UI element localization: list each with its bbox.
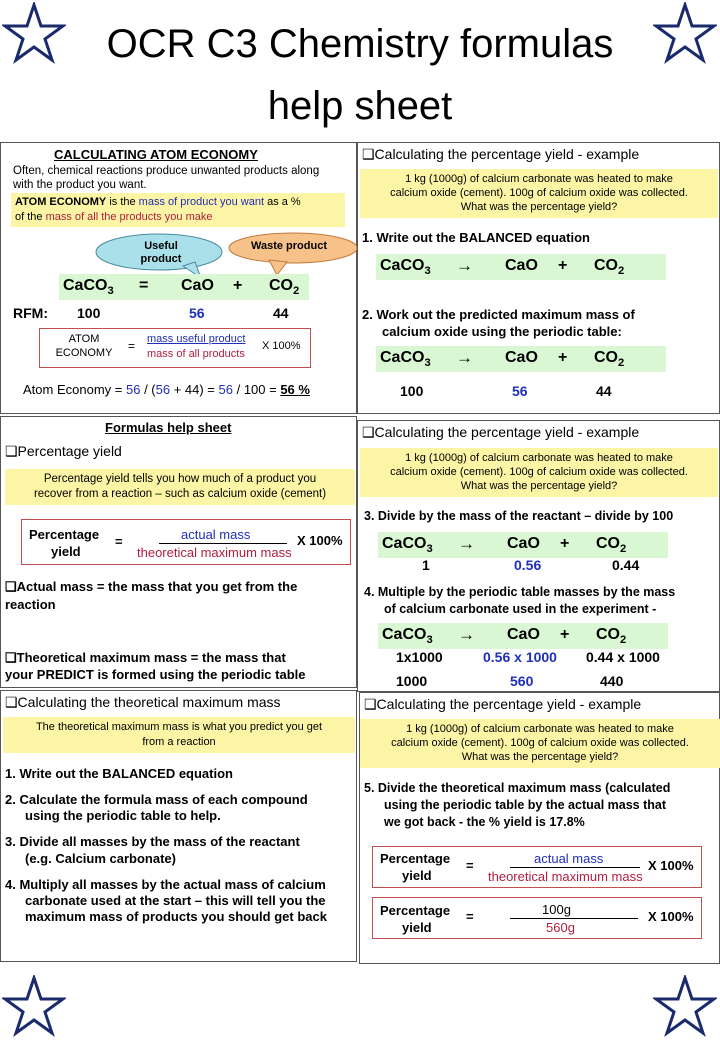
formula-denominator: theoretical maximum mass (488, 869, 643, 884)
waste-product-bubble (225, 232, 360, 276)
step-text: 4. Multiple by the periodic table masses by the mass (364, 585, 676, 599)
step-text: 1. Write out the BALANCED equation (5, 766, 233, 781)
calc-part: / 100 = (232, 382, 281, 397)
question-text: calcium oxide (cement). 100g of calcium oxide was collected. (391, 737, 689, 749)
question-text: 1 kg (1000g) of calcium carbonate was heated to make (406, 723, 674, 735)
fraction-line (159, 543, 287, 544)
formula-equals: = (466, 858, 474, 873)
step-text: 5. Divide the theoretical maximum mass (calculated (364, 781, 671, 795)
mass-value: 0.44 x 1000 (586, 649, 660, 665)
mass-value: 1x1000 (396, 649, 443, 665)
panel-heading: ❑Calculating the percentage yield - example (364, 696, 642, 712)
question-text: What was the percentage yield? (460, 201, 618, 213)
question-text: 1 kg (1000g) of calcium carbonate was heated to make (405, 173, 673, 185)
calc-part: / ( (140, 382, 156, 397)
yield-example-panel-3 (359, 692, 720, 964)
question-text: What was the percentage yield? (461, 751, 619, 763)
equation-arrow: → (458, 625, 475, 644)
equation-part: CaCO (382, 626, 427, 643)
calc-part: = (111, 382, 126, 397)
formula-equals: = (115, 534, 123, 549)
definition-text: your PREDICT is formed using the periodic table (5, 667, 306, 682)
formula-label: yield (402, 920, 432, 935)
equation-text (596, 626, 626, 646)
equation-part: CO (596, 626, 620, 643)
subscript: 2 (620, 543, 627, 555)
page-title: OCR C3 Chemistry formulas (106, 22, 614, 66)
question-text: 1 kg (1000g) of calcium carbonate was heated to make (405, 452, 673, 464)
subscript: 3 (424, 265, 431, 277)
step-text: calcium oxide using the periodic table: (382, 324, 622, 339)
rfm-value: 44 (273, 305, 289, 321)
step-text: 1. Write out the BALANCED equation (362, 230, 590, 245)
subscript: 3 (426, 543, 433, 555)
equation-text (63, 277, 114, 297)
formula-multiplier: X 100% (297, 533, 343, 548)
formulas-panel (0, 416, 357, 688)
step-text: 2. Calculate the formula mass of each compound (5, 792, 308, 807)
equation-part: CaCO (380, 257, 425, 274)
equation-text: + (560, 535, 570, 552)
equation-text (380, 257, 431, 277)
definition-text: from a reaction (142, 736, 216, 748)
equation-arrow: → (456, 348, 473, 367)
equation-part: CaCO (382, 535, 427, 552)
formula-label: Percentage (29, 527, 100, 542)
equation-arrow: → (458, 534, 475, 553)
equation-text: CaO (507, 626, 540, 643)
equation-text: CaO (505, 349, 538, 366)
formula-denominator: theoretical maximum mass (137, 545, 292, 560)
equation-part: CO (269, 277, 293, 294)
panel-heading: ❑Calculating the percentage yield - example (362, 424, 640, 440)
formula-label: yield (51, 544, 81, 559)
intro-text: with the product you want. (13, 179, 147, 191)
definition-text-part: is the (106, 196, 139, 208)
rfm-value: 56 (189, 305, 205, 321)
calc-part: Atom Economy (23, 382, 112, 397)
formula-label: yield (402, 868, 432, 883)
mass-value: 560 (510, 673, 534, 689)
fraction-line (510, 867, 640, 868)
formula-numerator: 100g (542, 902, 571, 917)
equation-text: + (560, 626, 570, 643)
formula-label: Percentage (380, 851, 451, 866)
formula-multiplier: X 100% (648, 858, 694, 873)
intro-text: Often, chemical reactions produce unwanted products along (13, 165, 320, 177)
yield-example-panel-1 (357, 142, 720, 414)
definition-text-part: of the (15, 211, 46, 223)
equation-part: CaCO (63, 277, 108, 294)
equation-text: CaO (181, 277, 214, 294)
equation-text: CaO (507, 535, 540, 552)
mass-value: 100 (400, 383, 424, 399)
atom-economy-panel (0, 142, 357, 414)
section-heading: ❑Percentage yield (5, 443, 122, 459)
definition-text (15, 211, 213, 223)
definition-text: ❑Theoretical maximum mass = the mass that (5, 650, 286, 665)
subscript: 2 (618, 357, 625, 369)
definition-text: Percentage yield tells you how much of a product you (43, 473, 317, 485)
mass-value: 440 (600, 673, 624, 689)
step-text: 3. Divide by the mass of the reactant – divide by 100 (364, 509, 674, 523)
step-text: carbonate used at the start – this will tell you the (25, 893, 326, 908)
definition-text-part: mass of product you want (138, 196, 265, 208)
formula-label: ECONOMY (55, 347, 113, 359)
fraction-line (510, 918, 638, 919)
formula-equals: = (466, 909, 474, 924)
step-text: of calcium carbonate used in the experiment - (384, 602, 657, 616)
subscript: 3 (426, 634, 433, 646)
equation-text (269, 277, 299, 297)
equation-text: + (558, 257, 568, 274)
formula-denominator: mass of all products (147, 348, 245, 360)
formula-multiplier: X 100% (262, 340, 301, 352)
definition-text-part: as a % (264, 196, 301, 208)
equation-text: + (233, 277, 243, 294)
subscript: 2 (618, 265, 625, 277)
equation-text: = (139, 277, 149, 294)
definition-text-part: mass of all the products you make (45, 211, 213, 223)
formula-label: Percentage (380, 903, 451, 918)
panel-heading: ❑Calculating the percentage yield - example (362, 146, 640, 162)
rfm-value: 100 (77, 305, 101, 321)
yield-example-panel-2 (357, 420, 720, 692)
definition-text: The theoretical maximum mass is what you predict you get (35, 721, 323, 733)
subscript: 3 (424, 357, 431, 369)
theoretical-max-panel (0, 690, 357, 962)
equation-text: + (558, 349, 568, 366)
equation-text (594, 349, 624, 369)
subscript: 2 (293, 285, 300, 297)
definition-text (15, 196, 301, 208)
mass-value: 0.44 (612, 557, 640, 573)
waste-product-label: Waste product (251, 240, 327, 252)
equation-part: CO (596, 535, 620, 552)
formula-numerator: actual mass (181, 527, 251, 542)
calc-part: 56 (218, 382, 233, 397)
step-text: using the periodic table by the actual mass that (384, 798, 667, 812)
mass-value: 44 (596, 383, 612, 399)
panel-heading: Formulas help sheet (105, 420, 232, 435)
mass-value: 0.56 (514, 557, 542, 573)
mass-value: 56 (512, 383, 528, 399)
panel-heading: CALCULATING ATOM ECONOMY (54, 147, 258, 162)
question-text: What was the percentage yield? (460, 480, 618, 492)
calc-part: 56 (125, 382, 141, 397)
equation-part: CO (594, 257, 618, 274)
calc-result: 56 % (280, 382, 310, 397)
star-icon (2, 975, 66, 1037)
star-icon (653, 975, 717, 1037)
step-text: (e.g. Calcium carbonate) (25, 851, 176, 866)
question-text: calcium oxide (cement). 100g of calcium oxide was collected. (390, 466, 688, 478)
mass-value: 1000 (396, 673, 428, 689)
equation-text (382, 626, 433, 646)
step-text: maximum mass of products you should get back (25, 909, 327, 924)
equation-part: CaCO (380, 349, 425, 366)
equation-text (596, 535, 626, 555)
calc-part: 56 (155, 382, 171, 397)
step-text: 3. Divide all masses by the mass of the reactant (5, 834, 300, 849)
definition-text: reaction (5, 597, 56, 612)
rfm-label: RFM: (13, 305, 48, 321)
equation-text (594, 257, 624, 277)
calc-part: + 44) = (170, 382, 219, 397)
formula-equals: = (128, 339, 136, 353)
definition-text: ❑Actual mass = the mass that you get from the (5, 579, 298, 594)
page-title: help sheet (267, 84, 453, 128)
subscript: 2 (620, 634, 627, 646)
equation-text (380, 349, 431, 369)
step-text: using the periodic table to help. (25, 808, 221, 823)
step-text: 4. Multiply all masses by the actual mass of calcium (5, 877, 326, 892)
formula-multiplier: X 100% (648, 909, 694, 924)
equation-text: CaO (505, 257, 538, 274)
formula-label: ATOM (68, 333, 100, 345)
equation-part: CO (594, 349, 618, 366)
equation-text (382, 535, 433, 555)
atom-economy-calculation (23, 382, 310, 397)
step-text: we got back - the % yield is 17.8% (384, 815, 585, 829)
subscript: 3 (107, 285, 114, 297)
formula-numerator: mass useful product (147, 333, 246, 345)
useful-product-label: Useful product (140, 240, 182, 265)
mass-value: 0.56 x 1000 (483, 649, 557, 665)
formula-denominator: 560g (546, 920, 575, 935)
formula-numerator: actual mass (534, 851, 604, 866)
mass-value: 1 (422, 557, 430, 573)
definition-text: recover from a reaction – such as calcium oxide (cement) (33, 488, 327, 500)
question-text: calcium oxide (cement). 100g of calcium oxide was collected. (390, 187, 688, 199)
panel-heading: ❑Calculating the theoretical maximum mass (5, 694, 281, 710)
definition-term: ATOM ECONOMY (15, 196, 107, 208)
equation-arrow: → (456, 256, 473, 275)
step-text: 2. Work out the predicted maximum mass of (362, 307, 635, 322)
